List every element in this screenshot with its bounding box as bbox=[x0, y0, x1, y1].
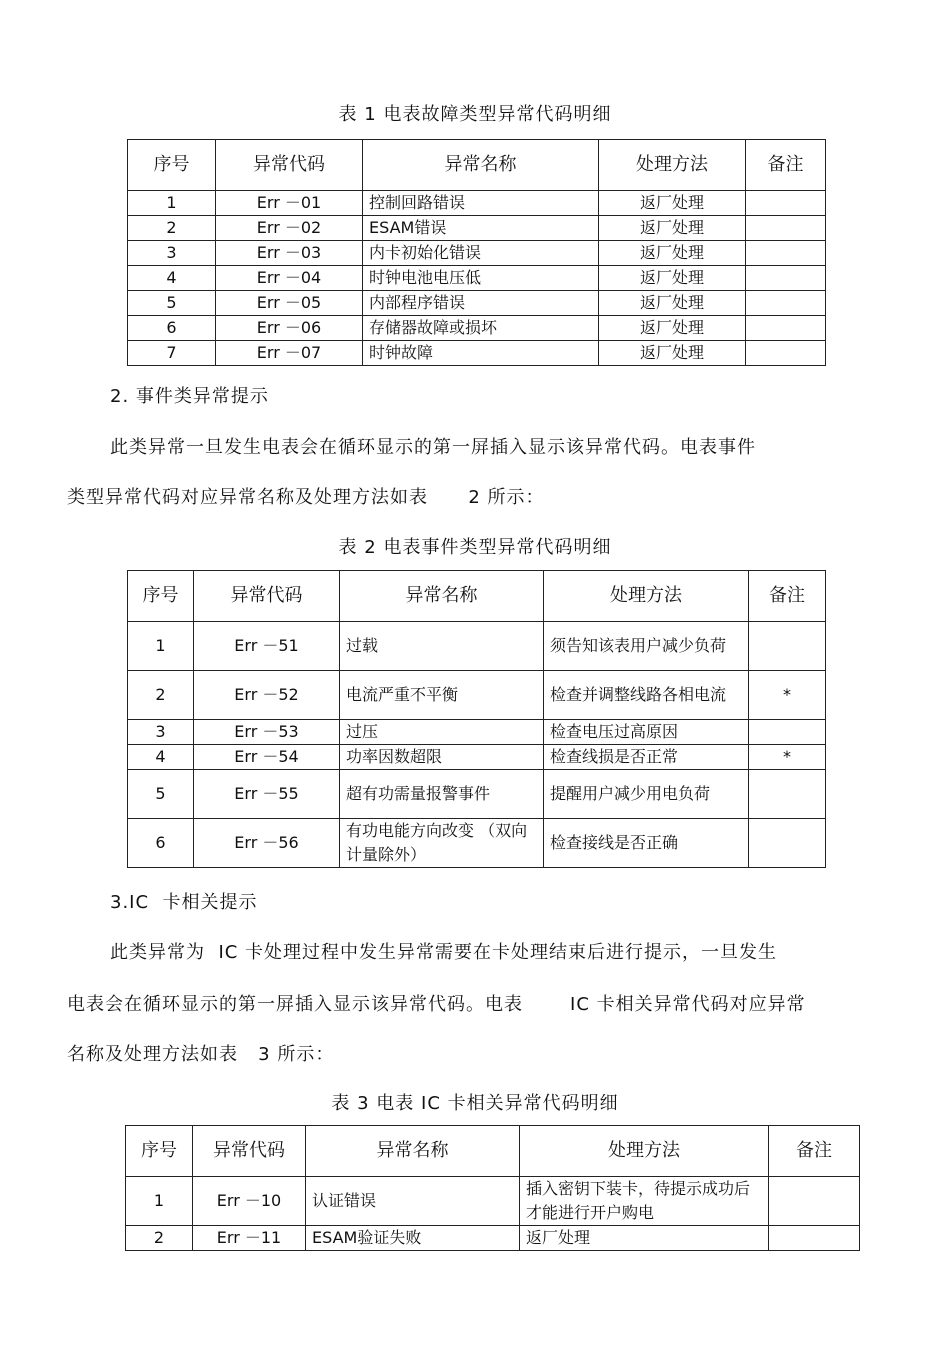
row-index: 5 bbox=[128, 770, 194, 819]
table3-caption: 表 3 电表 IC 卡相关异常代码明细 bbox=[331, 1093, 619, 1114]
table-row bbox=[128, 745, 826, 770]
table-row bbox=[128, 216, 826, 241]
row-name: 内卡初始化错误 bbox=[363, 241, 599, 266]
row-index: 3 bbox=[128, 241, 216, 266]
table3 bbox=[125, 1125, 860, 1251]
row-name: 存储器故障或损坏 bbox=[363, 316, 599, 341]
row-method: 返厂处理 bbox=[599, 191, 746, 216]
table-row bbox=[128, 241, 826, 266]
row-index: 1 bbox=[126, 1177, 193, 1226]
row-remark: * bbox=[749, 745, 826, 770]
table-row bbox=[126, 1177, 860, 1226]
row-index: 6 bbox=[128, 316, 216, 341]
row-code: Err －56 bbox=[194, 819, 340, 868]
table-row bbox=[128, 622, 826, 671]
row-index: 3 bbox=[128, 720, 194, 745]
row-method: 返厂处理 bbox=[599, 291, 746, 316]
row-name: 时钟电池电压低 bbox=[363, 266, 599, 291]
row-code: Err －01 bbox=[216, 191, 363, 216]
row-name: 内部程序错误 bbox=[363, 291, 599, 316]
section3-heading: 3.IC 卡相关提示 bbox=[110, 892, 258, 913]
table-row bbox=[128, 316, 826, 341]
section3-paragraph-line3: 名称及处理方法如表 3 所示： bbox=[67, 1044, 335, 1065]
row-code: Err －11 bbox=[193, 1226, 306, 1251]
header-index: 序号 bbox=[126, 1126, 193, 1177]
row-remark bbox=[769, 1226, 860, 1251]
table-row bbox=[126, 1226, 860, 1251]
row-remark bbox=[746, 291, 826, 316]
table1 bbox=[127, 139, 826, 366]
table-row bbox=[128, 671, 826, 720]
row-remark bbox=[746, 266, 826, 291]
row-name: 时钟故障 bbox=[363, 341, 599, 366]
row-remark bbox=[746, 216, 826, 241]
row-index: 2 bbox=[128, 216, 216, 241]
row-method: 返厂处理 bbox=[599, 216, 746, 241]
table-row bbox=[128, 770, 826, 819]
row-remark bbox=[769, 1177, 860, 1226]
header-method: 处理方法 bbox=[599, 140, 746, 191]
table1-caption: 表 1 电表故障类型异常代码明细 bbox=[338, 104, 612, 125]
header-code: 异常代码 bbox=[194, 571, 340, 622]
row-name: ESAM验证失败 bbox=[306, 1226, 520, 1251]
header-method: 处理方法 bbox=[544, 571, 749, 622]
row-remark bbox=[746, 341, 826, 366]
row-name: 超有功需量报警事件 bbox=[340, 770, 544, 819]
row-method: 返厂处理 bbox=[599, 341, 746, 366]
row-name: 电流严重不平衡 bbox=[340, 671, 544, 720]
table-row bbox=[128, 291, 826, 316]
row-index: 4 bbox=[128, 266, 216, 291]
table-row bbox=[128, 720, 826, 745]
row-code: Err －52 bbox=[194, 671, 340, 720]
table-row bbox=[128, 191, 826, 216]
row-name: 有功电能方向改变 （双向计量除外） bbox=[340, 819, 544, 868]
row-name: 认证错误 bbox=[306, 1177, 520, 1226]
row-method: 返厂处理 bbox=[599, 316, 746, 341]
section3-paragraph-line2: 电表会在循环显示的第一屏插入显示该异常代码。电表 IC 卡相关异常代码对应异常 bbox=[67, 994, 806, 1015]
row-method: 返厂处理 bbox=[599, 266, 746, 291]
row-method: 检查线损是否正常 bbox=[544, 745, 749, 770]
table3-header-row bbox=[126, 1126, 860, 1177]
header-name: 异常名称 bbox=[340, 571, 544, 622]
row-index: 2 bbox=[126, 1226, 193, 1251]
row-index: 2 bbox=[128, 671, 194, 720]
row-code: Err －53 bbox=[194, 720, 340, 745]
header-code: 异常代码 bbox=[216, 140, 363, 191]
table2-caption: 表 2 电表事件类型异常代码明细 bbox=[338, 537, 612, 558]
table-row bbox=[128, 266, 826, 291]
section2-heading: 2. 事件类异常提示 bbox=[110, 386, 269, 407]
table1-header-row bbox=[128, 140, 826, 191]
row-index: 5 bbox=[128, 291, 216, 316]
row-index: 1 bbox=[128, 191, 216, 216]
row-index: 1 bbox=[128, 622, 194, 671]
header-name: 异常名称 bbox=[306, 1126, 520, 1177]
header-code: 异常代码 bbox=[193, 1126, 306, 1177]
row-code: Err －51 bbox=[194, 622, 340, 671]
row-code: Err －55 bbox=[194, 770, 340, 819]
row-remark bbox=[749, 770, 826, 819]
header-remark: 备注 bbox=[749, 571, 826, 622]
header-name: 异常名称 bbox=[363, 140, 599, 191]
row-name: 过载 bbox=[340, 622, 544, 671]
row-code: Err －02 bbox=[216, 216, 363, 241]
row-method: 插入密钥下装卡，待提示成功后才能进行开户购电 bbox=[520, 1177, 769, 1226]
header-index: 序号 bbox=[128, 571, 194, 622]
row-method: 须告知该表用户减少负荷 bbox=[544, 622, 749, 671]
row-remark bbox=[746, 316, 826, 341]
row-method: 检查电压过高原因 bbox=[544, 720, 749, 745]
section2-paragraph-line1: 此类异常一旦发生电表会在循环显示的第一屏插入显示该异常代码。电表事件 bbox=[110, 437, 756, 458]
section2-paragraph-line2: 类型异常代码对应异常名称及处理方法如表 2 所示： bbox=[67, 487, 545, 508]
row-name: 过压 bbox=[340, 720, 544, 745]
row-remark bbox=[749, 819, 826, 868]
table2-header-row bbox=[128, 571, 826, 622]
row-index: 6 bbox=[128, 819, 194, 868]
row-code: Err －10 bbox=[193, 1177, 306, 1226]
row-remark: * bbox=[749, 671, 826, 720]
row-code: Err －06 bbox=[216, 316, 363, 341]
row-name: 控制回路错误 bbox=[363, 191, 599, 216]
header-method: 处理方法 bbox=[520, 1126, 769, 1177]
table-row bbox=[128, 819, 826, 868]
row-code: Err －05 bbox=[216, 291, 363, 316]
row-name: ESAM错误 bbox=[363, 216, 599, 241]
header-remark: 备注 bbox=[769, 1126, 860, 1177]
row-code: Err －07 bbox=[216, 341, 363, 366]
row-remark bbox=[746, 241, 826, 266]
row-method: 返厂处理 bbox=[599, 241, 746, 266]
section3-paragraph-line1: 此类异常为 IC 卡处理过程中发生异常需要在卡处理结束后进行提示，一旦发生 bbox=[110, 942, 778, 963]
row-remark bbox=[746, 191, 826, 216]
row-code: Err －54 bbox=[194, 745, 340, 770]
row-remark bbox=[749, 622, 826, 671]
row-name: 功率因数超限 bbox=[340, 745, 544, 770]
row-remark bbox=[749, 720, 826, 745]
table2 bbox=[127, 570, 826, 868]
row-method: 返厂处理 bbox=[520, 1226, 769, 1251]
row-method: 检查接线是否正确 bbox=[544, 819, 749, 868]
row-code: Err －03 bbox=[216, 241, 363, 266]
row-index: 7 bbox=[128, 341, 216, 366]
row-code: Err －04 bbox=[216, 266, 363, 291]
header-index: 序号 bbox=[128, 140, 216, 191]
table-row bbox=[128, 341, 826, 366]
row-index: 4 bbox=[128, 745, 194, 770]
row-method: 提醒用户减少用电负荷 bbox=[544, 770, 749, 819]
row-method: 检查并调整线路各相电流 bbox=[544, 671, 749, 720]
header-remark: 备注 bbox=[746, 140, 826, 191]
